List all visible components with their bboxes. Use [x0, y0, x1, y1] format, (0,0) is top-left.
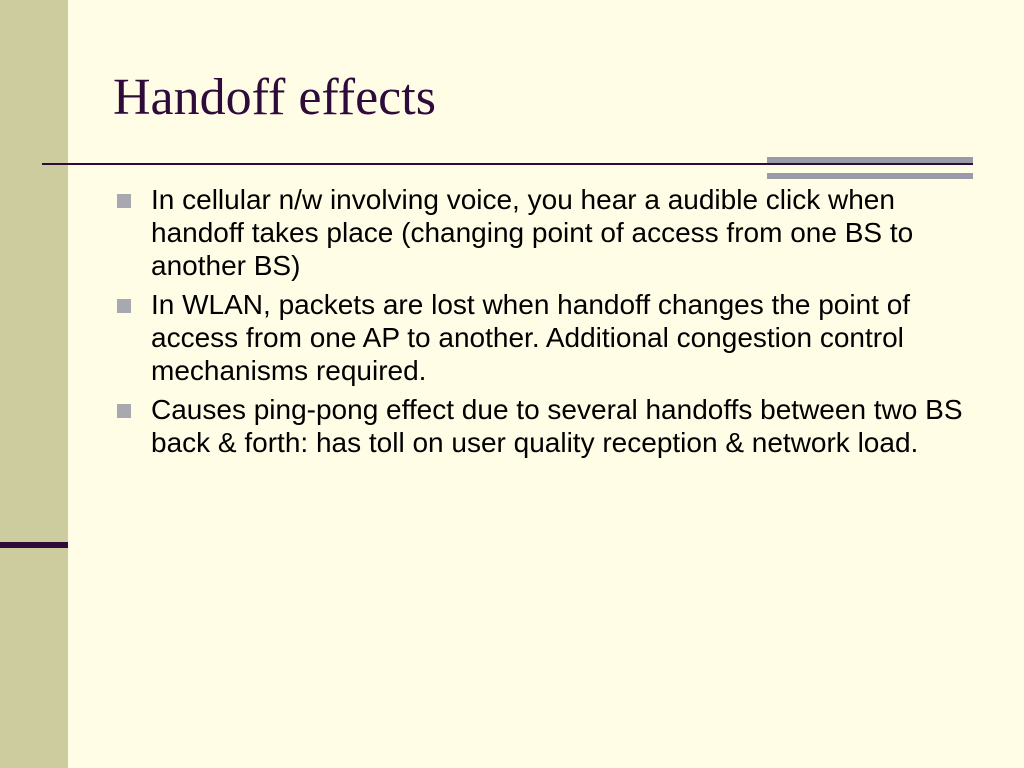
- grey-bar-gap: [767, 166, 973, 169]
- bullet-item: [113, 183, 973, 282]
- bullet-item: [113, 288, 973, 387]
- bullet-text: In cellular n/w involving voice, you hear a audible click when handoff takes place (changing point of access from one BS to another BS): [151, 184, 914, 281]
- decorative-grey-bars: [767, 157, 973, 179]
- square-bullet-icon: [117, 194, 131, 208]
- bullet-list: [113, 183, 973, 465]
- bullet-text: In WLAN, packets are lost when handoff changes the point of access from one AP to another. Additional congestion control mechanisms required.: [151, 289, 911, 386]
- grey-bar-top: [767, 157, 973, 163]
- square-bullet-icon: [117, 299, 131, 313]
- left-accent-bar: [0, 542, 68, 548]
- bullet-item: [113, 393, 973, 459]
- slide-title: Handoff effects: [113, 69, 436, 126]
- square-bullet-icon: [117, 404, 131, 418]
- grey-bar-bottom: [767, 173, 973, 179]
- left-side-band: [0, 0, 68, 768]
- bullet-text: Causes ping-pong effect due to several handoffs between two BS back & forth: has toll on user quality reception & network load.: [151, 394, 963, 458]
